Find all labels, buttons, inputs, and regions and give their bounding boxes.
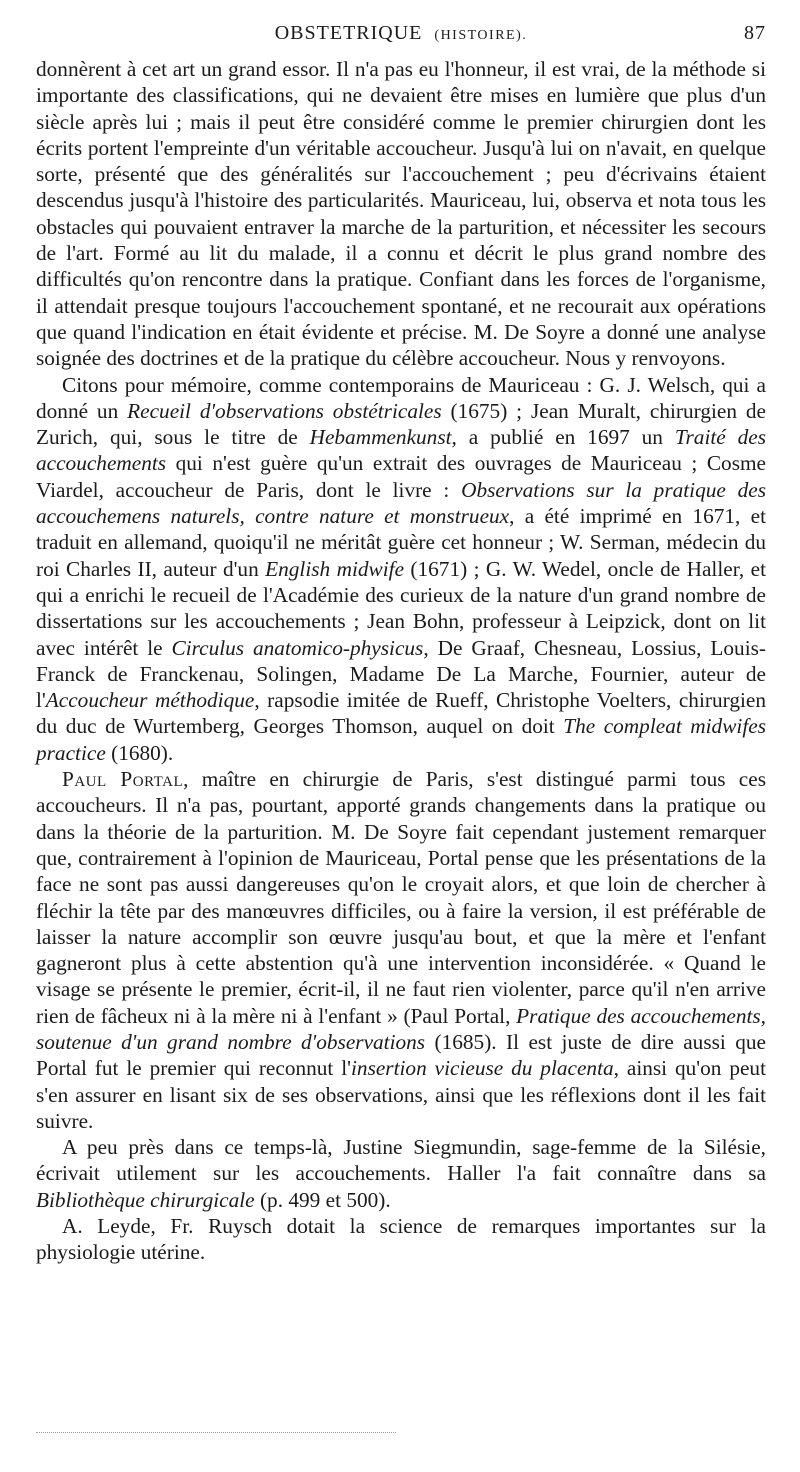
italic-title: Pratique des accouchements, soutenue d'un grand nombre d'observations <box>36 1003 766 1054</box>
header-title: OBSTETRIQUE <box>274 22 423 44</box>
page-number: 87 <box>744 22 766 44</box>
italic-title: Accoucheur méthodique <box>45 688 255 713</box>
paragraph <box>36 766 766 1134</box>
paragraph <box>36 1213 766 1266</box>
text-segment: (1685). Il est juste de dire aussi que Portal fut le premier qui reconnut l' <box>36 1029 766 1081</box>
header-subtitle: (HISTOIRE). <box>434 28 528 43</box>
text-segment: (1671) ; G. W. Wedel, oncle de Haller, et qui a enrichi le recueil de l'Académie des curieux de la nature d'un grand nombre de dissertations sur les accouchements ; Jean Bohn, professeur à Leipzick, dont on lit avec intérêt le <box>36 556 767 660</box>
text-segment: , maître en chirurgie de Paris, s'est distingué parmi tous ces accoucheurs. Il n'a pas, pourtant, apporté grands changements dans la pratique ou dans la théorie de la parturition. M. De Soyre fait cependant justement remarquer que, contrairement à l'opinion de Mauriceau, Portal pense que les présentations de la face ne sont pas aussi dangereuses qu'on le croyait alors, et que loin de chercher à fléchir la tête par des manœuvres difficiles, ou à faire la version, il est préférable de laisser la nature accomplir son œuvre jusqu'au bout, et que la mère et l'enfant gagneront plus à cette abstention qu'à une intervention inconsidérée. « Quand le visage se présente le premier, écrit-il, il ne faut rien violenter, parce qu'il n'en arrive rien de fâcheux ni à la mère ni à l'enfant » (Paul Portal, <box>36 767 766 1028</box>
text-segment: qui n'est guère qu'un extrait des ouvrages de Mauriceau ; Cosme Viardel, accoucheur de Paris, dont le livre : <box>36 451 766 502</box>
author-name: Paul Portal <box>62 767 184 792</box>
text-segment: , rapsodie imitée de Rueff, Christophe Voelters, chirurgien du duc de Wurtemberg, Georges Thomson, auquel on doit <box>36 688 766 739</box>
paragraph <box>36 372 766 766</box>
italic-title: English midwife <box>265 556 405 581</box>
text-segment: A peu près dans ce temps-là, Justine Siegmundin, sage-femme de la Silésie, écrivait utilement sur les accouchements. Haller l'a fait connaître dans sa <box>36 1135 766 1186</box>
body-text <box>36 56 766 1266</box>
italic-title: Circulus anatomico-physicus <box>171 635 424 660</box>
running-title <box>275 22 528 45</box>
running-head <box>36 22 766 56</box>
text-segment: (p. 499 et 500). <box>254 1187 391 1212</box>
italic-title: Traité des accouchements <box>36 425 767 476</box>
text-segment: (1680). <box>105 740 174 765</box>
text-segment: A. Leyde, Fr. Ruysch dotait la science de remarques importantes sur la physiologie utérine. <box>36 1214 766 1265</box>
text-segment: donnèrent à cet art un grand essor. Il n'a pas eu l'honneur, il est vrai, de la méthode si importante des classifications, qui ne devaient être mises en lumière que plus d'un siècle après lui ; mais il peut être considéré comme le premier chirurgien dont les écrits portent l'empreinte d'un véritable accoucheur. Jusqu'à lui on n'avait, en quelque sorte, présenté que des généralités sur l'accouchement ; peu d'écrivains étaient descendus jusqu'à l'histoire des particularités. Mauriceau, lui, observa et nota tous les obstacles qui pouvaient entraver la marche de la parturition, et nécessiter les secours de l'art. Formé au lit du malade, il a connu et décrit le plus grand nombre des difficultés qu'on rencontre dans la pratique. Confiant dans les forces de l'organisme, il attendait presque toujours l'accouchement spontané, et ne recourait aux opérations que quand l'indication en était évidente et précise. M. De Soyre a donné une analyse soignée des doctrines et de la pratique du célèbre accoucheur. Nous y renvoyons. <box>36 57 766 371</box>
italic-title: Observations sur la pratique des accouchemens naturels, contre nature et monstrueux <box>36 477 766 529</box>
page <box>36 22 766 1266</box>
italic-title: Recueil d'observations obstétricales <box>127 398 442 423</box>
italic-title: insertion vicieuse du placenta <box>351 1056 614 1081</box>
text-segment: , ainsi qu'on peut s'en assurer en lisant six de ses observations, ainsi que les réflexions dont il les fait suivre. <box>36 1056 766 1133</box>
text-segment: , a été imprimé en 1671, et traduit en allemand, quoiqu'il ne méritât guère cet honneur ; W. Serman, médecin du roi Charles II, auteur d'un <box>36 504 766 581</box>
paragraph <box>36 56 766 372</box>
italic-title: Hebammenkunst <box>309 425 452 450</box>
footer-dotted-rule <box>36 1432 396 1437</box>
italic-title: The compleat midwifes practice <box>36 714 766 765</box>
text-segment: Citons pour mémoire, comme contemporains de Mauriceau : G. J. Welsch, qui a donné un <box>36 372 766 423</box>
italic-title: Bibliothèque chirurgicale <box>36 1187 255 1212</box>
text-segment: , a publié en 1697 un <box>451 425 675 450</box>
text-segment: (1675) ; Jean Muralt, chirurgien de Zurich, qui, sous le titre de <box>36 398 766 450</box>
text-segment: , De Graaf, Chesneau, Lossius, Louis-Franck de Franckenau, Solingen, Madame De La Marche, Fournier, auteur de l' <box>36 635 766 713</box>
paragraph <box>36 1134 766 1213</box>
